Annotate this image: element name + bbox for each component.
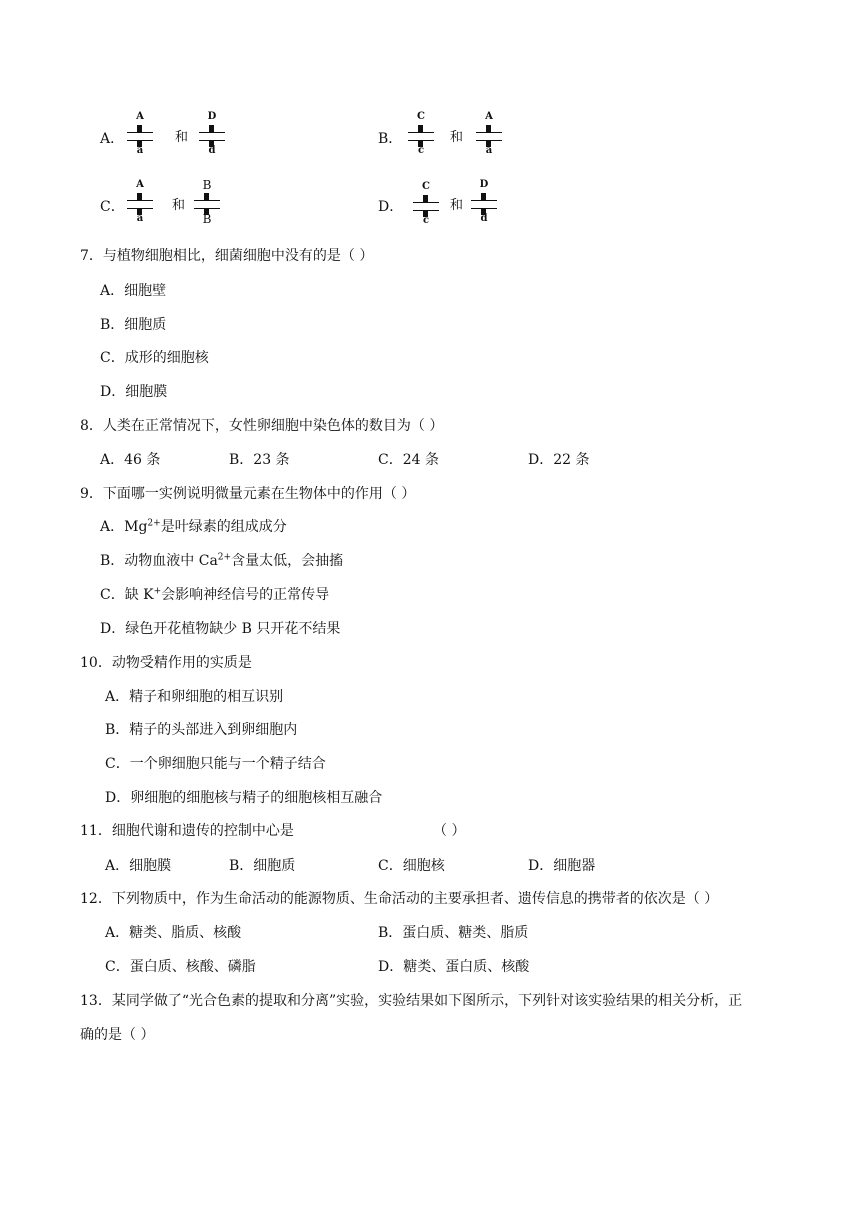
gene-label-top: A <box>136 179 144 190</box>
join-word: 和 <box>450 198 464 213</box>
q7-option-c: C．成形的细胞核 <box>100 350 209 366</box>
q11-stem: 11．细胞代谢和遗传的控制中心是 <box>80 823 294 839</box>
q7-option-d: D．细胞膜 <box>100 384 168 400</box>
q11-option-d: D．细胞器 <box>528 858 596 874</box>
chromosome-diagram <box>408 111 434 158</box>
q8-stem: 8．人类在正常情况下，女性卵细胞中染色体的数目为（ ） <box>80 418 444 434</box>
q13-stem-line1: 13．某同学做了“光合色素的提取和分离”实验，实验结果如下图所示，下列针对该实验结果的相关分析，正 <box>80 993 743 1009</box>
chromosome-diagram <box>194 178 220 226</box>
chromosome-diagram <box>476 111 502 158</box>
chromosome-diagram <box>127 111 153 158</box>
join-word: 和 <box>175 130 189 145</box>
option-label: C． <box>100 199 125 215</box>
gene-label-bottom: a <box>136 213 144 224</box>
q8-option-a: A．46 条 <box>100 452 161 468</box>
option-label: B． <box>378 131 403 147</box>
q9-stem: 9．下面哪一实例说明微量元素在生物体中的作用（ ） <box>80 486 416 502</box>
q11-option-b: B．细胞质 <box>229 858 296 874</box>
q10-option-a: A．精子和卵细胞的相互识别 <box>105 689 284 705</box>
q13-stem-line2: 确的是（ ） <box>80 1027 155 1043</box>
q9-option-a: A．$Mg^{2+}$是叶绿素的组成成分 <box>100 518 287 535</box>
q8-option-c: C．24 条 <box>378 452 439 468</box>
gene-label-bottom: a <box>485 145 493 156</box>
q7-stem: 7．与植物细胞相比，细菌细胞中没有的是（ ） <box>80 248 374 264</box>
gene-label-top: B <box>202 178 212 192</box>
option-label: A． <box>100 131 125 147</box>
join-word: 和 <box>450 130 464 145</box>
q12-option-c: C．蛋白质、核酸、磷脂 <box>105 959 256 975</box>
gene-label-bottom: c <box>417 145 425 156</box>
gene-label-top: D <box>479 179 489 190</box>
gene-label-bottom: d <box>208 145 216 156</box>
q9-option-b: B．动物血液中 $Ca^{2+}$含量太低，会抽搐 <box>100 552 344 569</box>
q8-option-d: D．22 条 <box>528 452 590 468</box>
q7-option-a: A．细胞壁 <box>100 283 167 299</box>
gene-label-bottom: d <box>480 213 488 224</box>
q12-stem: 12．下列物质中，作为生命活动的能源物质、生命活动的主要承担者、遗传信息的携带者的依次是（ ） <box>80 891 719 907</box>
gene-label-top: A <box>485 111 493 122</box>
join-word: 和 <box>172 198 186 213</box>
q9-option-d: D．绿色开花植物缺少 B 只开花不结果 <box>100 621 341 637</box>
gene-label-top: C <box>417 111 425 122</box>
gene-label-bottom: a <box>136 145 144 156</box>
q11-answer-blank: （ ） <box>433 823 466 839</box>
q10-option-c: C．一个卵细胞只能与一个精子结合 <box>105 756 326 772</box>
q12-option-d: D．糖类、蛋白质、核酸 <box>378 959 530 975</box>
gene-label-top: D <box>207 111 217 122</box>
gene-label-top: A <box>136 111 144 122</box>
chromosome-diagram <box>471 179 497 226</box>
gene-label-bottom: B <box>202 212 212 226</box>
q9-option-c: C．缺 K+会影响神经信号的正常传导 <box>100 586 330 603</box>
q10-option-d: D．卵细胞的细胞核与精子的细胞核相互融合 <box>105 790 383 806</box>
q11-option-a: A．细胞膜 <box>105 858 172 874</box>
q7-option-b: B．细胞质 <box>100 317 167 333</box>
q12-option-a: A．糖类、脂质、核酸 <box>105 925 242 941</box>
chromosome-diagram <box>413 181 439 228</box>
q8-option-b: B．23 条 <box>229 452 290 468</box>
gene-label-top: C <box>422 181 430 192</box>
gene-label-bottom: c <box>422 215 430 226</box>
q11-option-c: C．细胞核 <box>378 858 445 874</box>
option-label: D． <box>378 199 404 215</box>
chromosome-diagram <box>127 179 153 226</box>
q10-option-b: B．精子的头部进入到卵细胞内 <box>105 722 298 738</box>
chromosome-diagram <box>199 111 225 158</box>
q12-option-b: B．蛋白质、糖类、脂质 <box>378 925 529 941</box>
q10-stem: 10．动物受精作用的实质是 <box>80 655 252 671</box>
